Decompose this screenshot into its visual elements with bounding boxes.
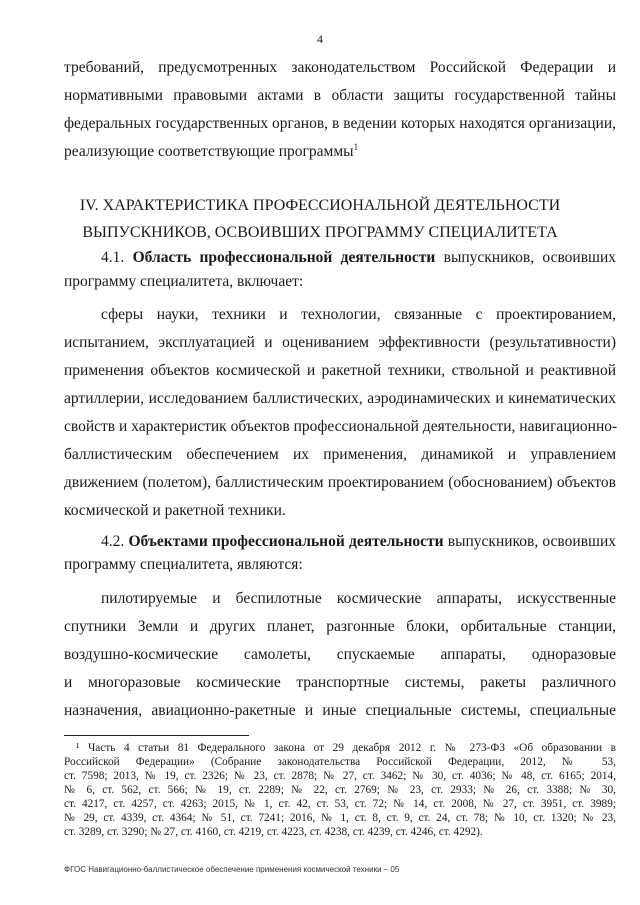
p42-body-line-5: назначения, авиационно-ракетные и иные специальные системы, специальные [64,702,616,719]
p41-body-line-3: применения объектов космической и ракетной техники, ствольной и реактивной [64,362,616,379]
p41-body-line-5: свойств и характеристик объектов профессиональной деятельности, навигационно- [64,418,618,435]
p42-body-line-3: воздушно-космические самолеты, спускаемые аппараты, одноразовые [64,646,616,663]
footnote-line-7: ст. 3289, ст. 3290; № 27, ст. 4160, ст. 4219, ст. 4223, ст. 4238, ст. 4239, ст. 4246, ст. 4292). [64,826,483,838]
p42-body-line-2: спутники Земли и других планет, разгонные блоки, орбитальные станции, [64,618,616,635]
paragraph-4-2-line-2: программу специалитета, являются: [64,556,303,573]
footnote-line-4: № 6, ст. 562, ст. 566; № 19, ст. 2289; № 22, ст. 2769; № 23, ст. 2933; № 26, ст. 3388; № 30, [64,784,616,796]
intro-line-2: нормативными правовыми актами в области защиты государственной тайны [64,87,616,104]
p41-body-line-6: баллистическим обеспечением их применения, динамикой и управлением [64,446,616,463]
footnote-line-3: ст. 7598; 2013, № 19, ст. 2326; № 23, ст. 2878; № 27, ст. 3462; № 30, ст. 4036; № 48, ст. 6165; 2014, [64,770,616,782]
section-heading-line-1: IV. ХАРАКТЕРИСТИКА ПРОФЕССИОНАЛЬНОЙ ДЕЯТЕЛЬНОСТИ [79,197,561,214]
p41-body-line-7: движением (полетом), баллистическим проектированием (обоснованием) объектов [64,474,616,491]
p41-body-line-2: испытанием, эксплуатацией и оцениванием эффективности (результативности) [64,334,616,351]
page-number: 4 [317,32,323,46]
p42-body-line-4: и многоразовые космические транспортные системы, ракеты различного [64,674,616,691]
intro-line-3: федеральных государственных органов, в ведении которых находятся организации, [64,115,616,132]
intro-line-4 [64,143,624,161]
paragraph-4-2-rest: выпускников, освоивших [447,533,616,550]
paragraph-4-2-bold: Объектами профессиональной деятельности [128,533,444,550]
document-footer: ФГОС Навигационно-баллистическое обеспечение применения космической техники – 05 [64,865,400,874]
intro-line-1: требований, предусмотренных законодательством Российской Федерации и [64,59,616,76]
p41-body-line-4: артиллерии, исследованием баллистических, аэродинамических и кинематических [64,390,616,407]
paragraph-4-1-rest: выпускников, освоивших [443,249,616,266]
paragraph-4-2-lead [101,533,616,551]
intro-last-text: реализующие соответствующие программы [64,143,354,160]
footnote-line-5: ст. 4217, ст. 4257, ст. 4263; 2015, № 1, ст. 42, ст. 53, ст. 72; № 14, ст. 2008, № 27, ст. 3951, ст. 3989; [64,798,616,810]
paragraph-4-1-bold: Область профессиональной деятельности [132,249,436,266]
p41-body-line-1: сферы науки, техники и технологии, связанные с проектированием, [101,306,616,323]
footnote-line-6: № 29, ст. 4339, ст. 4364; № 51, ст. 7241; 2016, № 1, ст. 8, ст. 9, ст. 24, ст. 78; № 10, ст. 1320; № 23, [64,812,616,824]
p42-body-line-1: пилотируемые и беспилотные космические аппараты, искусственные [101,590,616,607]
footnote-line-2: Российской Федерации» (Собрание законодательства Российской Федерации, 2012, № 53, [64,756,616,768]
paragraph-4-1-number: 4.1. [101,249,125,266]
paragraph-4-1-lead [101,249,616,267]
p41-body-line-8: космической и ракетной техники. [64,502,286,519]
paragraph-4-2-number: 4.2. [101,533,125,550]
footnote-line-1: ¹ Часть 4 статьи 81 Федерального закона от 29 декабря 2012 г. № 273-ФЗ «Об образовании в [76,742,616,754]
footnote-ref: 1 [353,141,359,152]
footnote-separator [64,735,249,736]
section-heading-line-2: ВЫПУСКНИКОВ, ОСВОИВШИХ ПРОГРАММУ СПЕЦИАЛИТЕТА [82,224,558,241]
paragraph-4-1-line-2: программу специалитета, включает: [64,273,304,290]
